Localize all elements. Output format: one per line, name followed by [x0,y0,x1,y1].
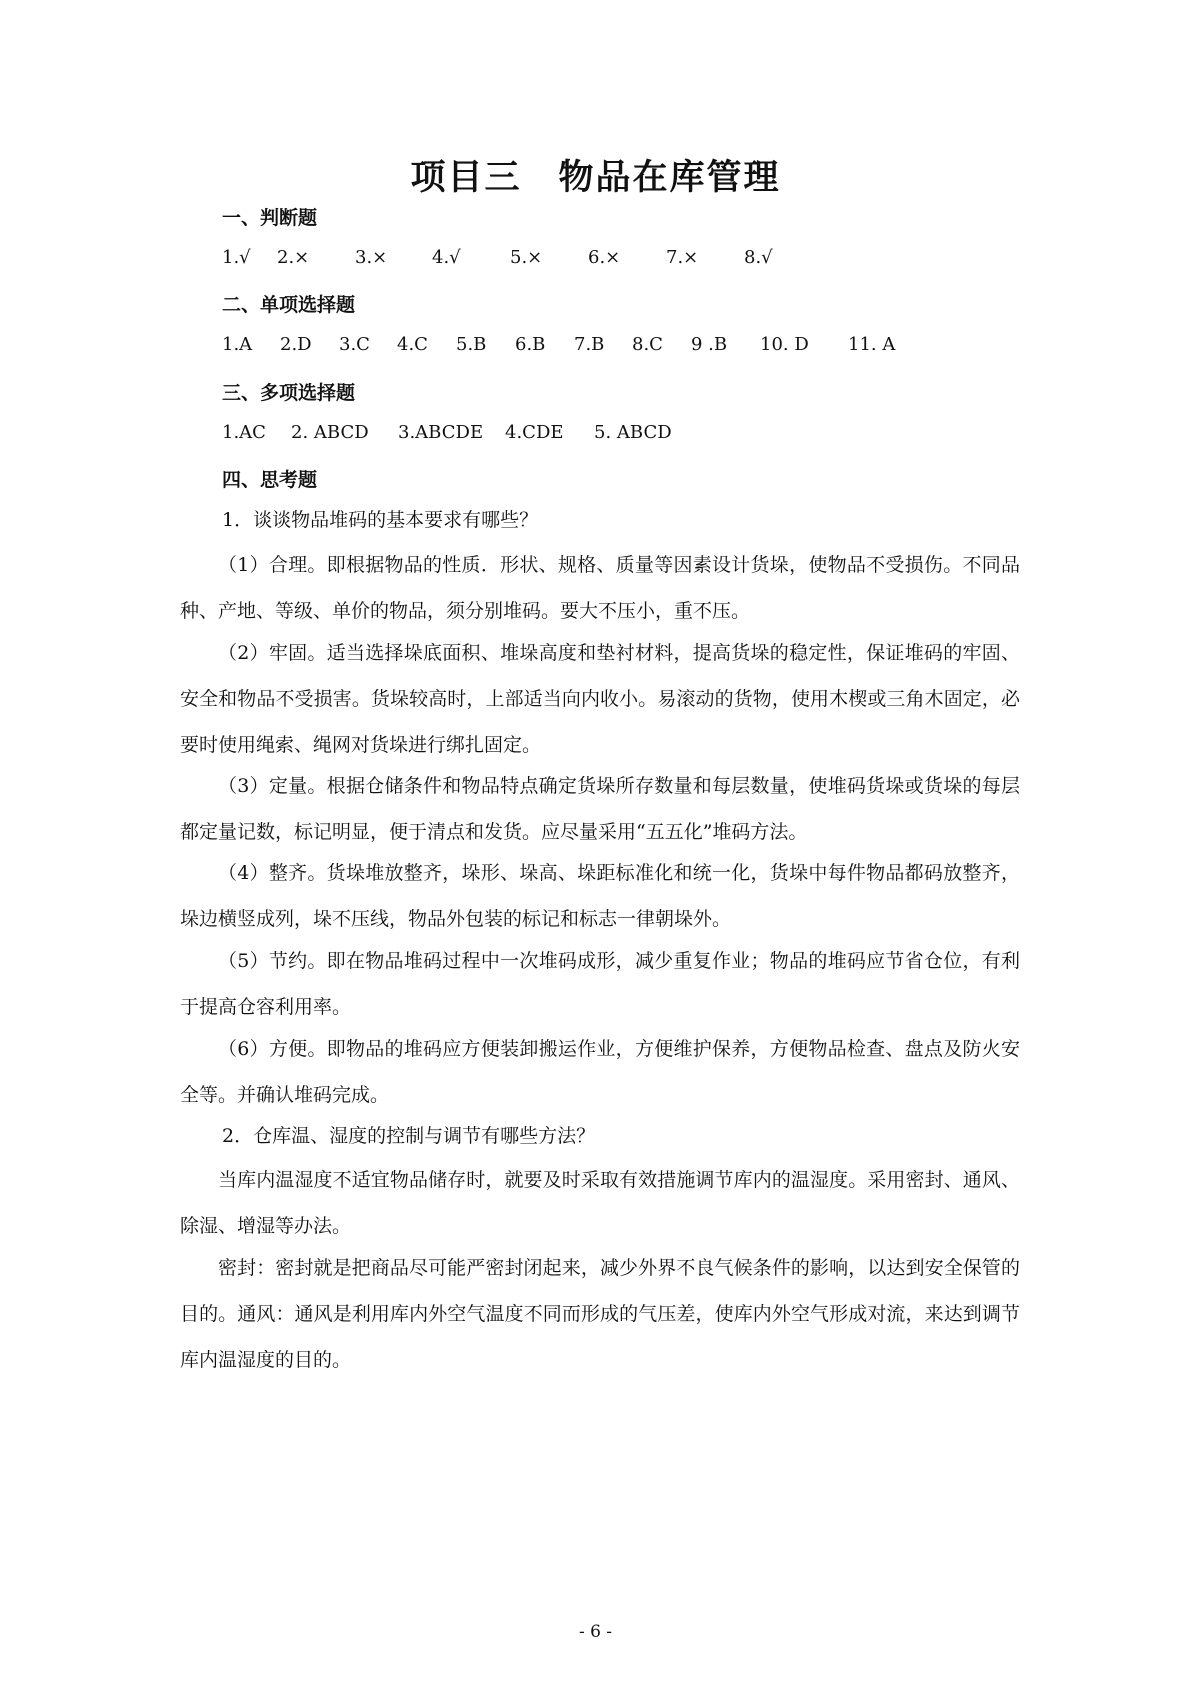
answer-item: 1.AC [222,422,266,443]
answers-single-choice [222,334,982,360]
answer-item: 1.√ [222,247,251,268]
answer-item: 6.B [515,334,546,355]
answer-item: 5. ABCD [594,422,672,443]
answer-item: 4.C [397,334,428,355]
question-1: 1．谈谈物品堆码的基本要求有哪些？ [222,509,539,531]
answer-paragraph: （5）节约。即在物品堆码过程中一次堆码成形，减少重复作业；物品的堆码应节省仓位，有利于提高仓容利用率。 [180,950,1020,1018]
answer-item: 2. ABCD [291,422,369,443]
section-heading-single-choice: 二、单项选择题 [222,294,356,316]
answer-item: 2.× [277,247,310,268]
page-number: - 6 - [578,1622,613,1642]
section-heading-true-false: 一、判断题 [222,207,318,229]
answer-item: 7.B [574,334,605,355]
answer-item: 1.A [222,334,253,355]
answer-item: 10. D [760,334,809,355]
answer-paragraph: （4）整齐。货垛堆放整齐，垛形、垛高、垛距标准化和统一化，货垛中每件物品都码放整齐，垛边横竖成列，垛不压线，物品外包装的标记和标志一律朝垛外。 [180,862,1020,930]
answer-item: 9 .B [691,334,728,355]
answer-paragraph: （2）牢固。适当选择垛底面积、堆垛高度和垫衬材料，提高货垛的稳定性，保证堆码的牢固、安全和物品不受损害。货垛较高时，上部适当向内收小。易滚动的货物，使用木楔或三角木固定，必要时使用绳索、绳网对货垛进行绑扎固定。 [180,642,1020,756]
section-heading-multi-choice: 三、多项选择题 [222,382,356,404]
answer-item: 11. A [848,334,896,355]
answer-item: 3.ABCDE [398,422,484,443]
answer-item: 4.√ [432,247,461,268]
answer-paragraph: （6）方便。即物品的堆码应方便装卸搬运作业，方便维护保养，方便物品检查、盘点及防火安全等。并确认堆码完成。 [180,1038,1020,1106]
answer-item: 8.C [632,334,663,355]
answer-paragraph: （1）合理。即根据物品的性质．形状、规格、质量等因素设计货垛，使物品不受损伤。不同品种、产地、等级、单价的物品，须分别堆码。要大不压小，重不压。 [180,554,1020,622]
question-2: 2．仓库温、湿度的控制与调节有哪些方法？ [222,1125,596,1147]
answer-item: 4.CDE [505,422,564,443]
answer-paragraph: （3）定量。根据仓储条件和物品特点确定货垛所存数量和每层数量，使堆码货垛或货垛的每层都定量记数，标记明显，便于清点和发货。应尽量采用“五五化”堆码方法。 [180,775,1020,843]
page-title: 项目三 物品在库管理 [410,158,781,198]
answer-item: 5.× [510,247,543,268]
answer-item: 7.× [666,247,699,268]
section-heading-discussion: 四、思考题 [222,469,318,491]
answers-true-false [222,247,982,273]
answer-item: 8.√ [744,247,773,268]
answer-item: 3.× [355,247,388,268]
answer-paragraph: 密封：密封就是把商品尽可能严密封闭起来，减少外界不良气候条件的影响，以达到安全保管的目的。通风：通风是利用库内外空气温度不同而形成的气压差，使库内外空气形成对流，来达到调节库内温湿度的目的。 [180,1257,1020,1371]
answers-multi-choice [222,422,982,448]
answer-item: 6.× [588,247,621,268]
answer-item: 2.D [280,334,312,355]
answer-item: 3.C [339,334,370,355]
answer-item: 5.B [456,334,487,355]
answer-paragraph: 当库内温湿度不适宜物品储存时，就要及时采取有效措施调节库内的温湿度。采用密封、通风、除湿、增湿等办法。 [180,1169,1020,1237]
